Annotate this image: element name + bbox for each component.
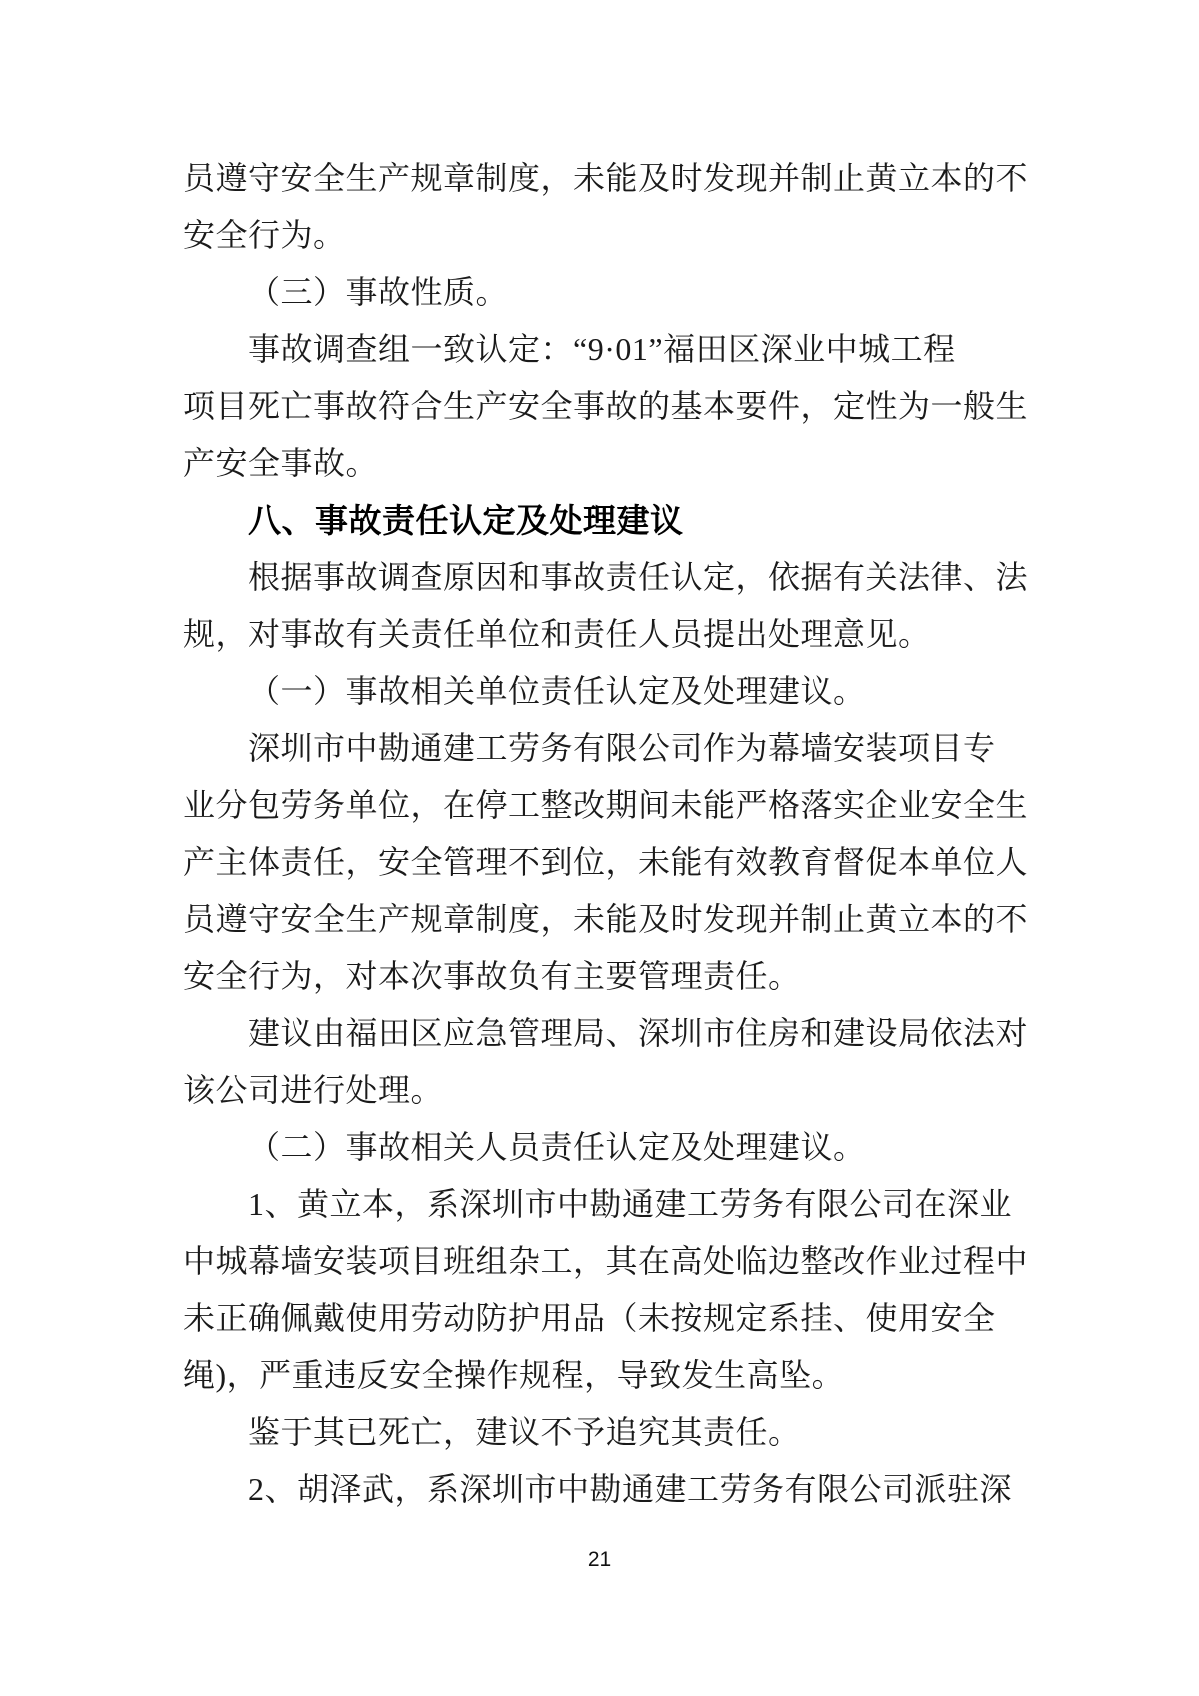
document-line: 该公司进行处理。 — [183, 1072, 444, 1108]
page-footer — [0, 1548, 1199, 1572]
document-line: 业分包劳务单位，在停工整改期间未能严格落实企业安全生 — [183, 787, 1029, 823]
document-line: 规，对事故有关责任单位和责任人员提出处理意见。 — [183, 616, 931, 652]
document-line: 建议由福田区应急管理局、深圳市住房和建设局依法对 — [248, 1015, 1029, 1051]
document-line: 未正确佩戴使用劳动防护用品（未按规定系挂、使用安全 — [183, 1300, 996, 1336]
document-line: （三）事故性质。 — [248, 274, 509, 310]
page-number: 21 — [587, 1548, 612, 1571]
document-line: 安全行为，对本次事故负有主要管理责任。 — [183, 958, 801, 994]
document-body — [183, 150, 1029, 1518]
document-line: 项目死亡事故符合生产安全事故的基本要件，定性为一般生 — [183, 388, 1029, 424]
document-line: 中城幕墙安装项目班组杂工，其在高处临边整改作业过程中 — [183, 1243, 1029, 1279]
document-line: 员遵守安全生产规章制度，未能及时发现并制止黄立本的不 — [183, 160, 1029, 196]
document-line: 产主体责任，安全管理不到位，未能有效教育督促本单位人 — [183, 844, 1029, 880]
document-line: （二）事故相关人员责任认定及处理建议。 — [248, 1129, 866, 1165]
section-heading: 八、事故责任认定及处理建议 — [248, 502, 684, 539]
document-line: 2、胡泽武，系深圳市中勘通建工劳务有限公司派驻深 — [248, 1471, 1013, 1507]
document-line: 事故调查组一致认定：“9·01”福田区深业中城工程 — [248, 331, 956, 367]
document-line: 1、黄立本，系深圳市中勘通建工劳务有限公司在深业 — [248, 1186, 1013, 1222]
document-line: （一）事故相关单位责任认定及处理建议。 — [248, 673, 866, 709]
document-line: 员遵守安全生产规章制度，未能及时发现并制止黄立本的不 — [183, 901, 1029, 937]
document-line: 鉴于其已死亡，建议不予追究其责任。 — [248, 1414, 801, 1450]
document-line: 绳)，严重违反安全操作规程，导致发生高坠。 — [183, 1357, 845, 1393]
document-line: 安全行为。 — [183, 217, 346, 253]
document-line: 根据事故调查原因和事故责任认定，依据有关法律、法 — [248, 559, 1029, 595]
document-line: 产安全事故。 — [183, 445, 379, 481]
document-line: 深圳市中勘通建工劳务有限公司作为幕墙安装项目专 — [248, 730, 996, 766]
